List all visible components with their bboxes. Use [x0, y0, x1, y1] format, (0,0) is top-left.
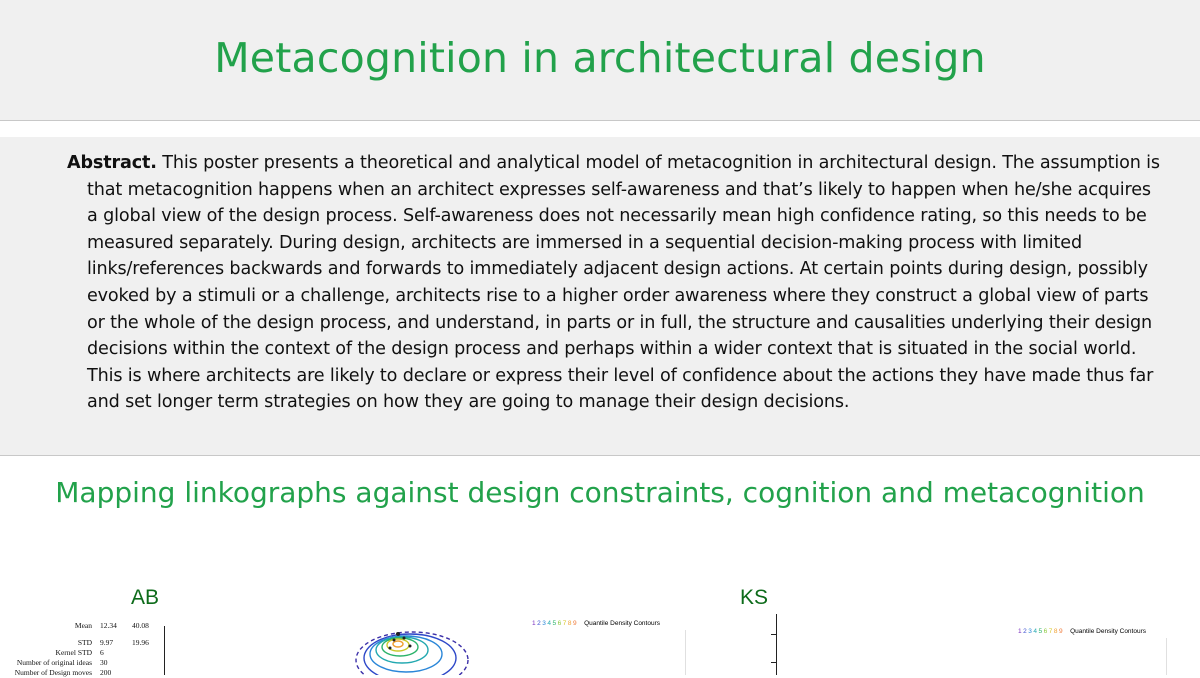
stat-row — [0, 621, 160, 631]
legend-step: 5 — [1038, 628, 1043, 635]
legend-step: 8 — [1053, 628, 1058, 635]
ks-y-tick — [771, 662, 776, 663]
data-point — [396, 632, 400, 636]
stat-key: Number of Design moves — [14, 668, 92, 677]
section-title: Mapping linkographs against design constraints, cognition and metacognition — [55, 476, 1145, 509]
legend-step: 5 — [552, 620, 557, 627]
contour-line — [393, 641, 403, 647]
legend-step: 6 — [1043, 628, 1048, 635]
abstract-paragraph — [67, 150, 1162, 416]
data-point — [393, 639, 396, 642]
legend-step: 8 — [567, 620, 572, 627]
abstract-body: This poster presents a theoretical and analytical model of metacognition in architectural design. The assumption is that metacognition happens when an architect expresses self-awareness and that’s likely to happen when he/she acquires a global view of the design process. Self-awareness does not necessarily mean high confidence rating, so this needs to be measured separately. During design, architects are immersed in a sequential decision-making process with limited links/references backwards and forwards to immediately adjacent design actions. At certain points during design, possibly evoked by a stimuli or a challenge, architects rise to a higher order awareness where they construct a global view of parts or the whole of the design process, and understand, in parts or in full, the structure and causalities underlying their design decisions within the context of the design process and perhaps within a wider context that is situated in the social world. This is where architects are likely to declare or express their level of confidence about the actions they have made thus far and set longer term strategies on how they are going to manage their design decisions. — [87, 153, 1160, 413]
data-point — [403, 637, 406, 640]
legend-step: 9 — [1059, 628, 1063, 635]
stat-key: Mean — [74, 621, 92, 630]
stat-key: Kernel STD — [55, 648, 92, 657]
legend-scale — [1018, 628, 1064, 635]
stat-row — [0, 668, 160, 678]
legend-step: 6 — [557, 620, 562, 627]
legend-title: Quantile Density Contours — [584, 620, 660, 627]
ks-legend-frame — [1016, 638, 1167, 675]
ks-y-axis — [776, 614, 777, 675]
data-point — [389, 647, 392, 650]
panel-label-ab: AB — [131, 586, 160, 609]
legend-step: 7 — [1048, 628, 1053, 635]
ab-contour-plot — [340, 626, 480, 675]
legend-step: 9 — [573, 620, 577, 627]
legend-step: 2 — [537, 620, 541, 627]
legend-step: 3 — [1028, 628, 1032, 635]
abstract-lead: Abstract. — [67, 153, 157, 173]
legend-step: 3 — [542, 620, 546, 627]
legend-scale — [532, 620, 578, 627]
data-point — [409, 645, 412, 648]
ab-legend — [532, 620, 660, 627]
stat-key: STD — [77, 638, 92, 647]
title-band — [0, 0, 1200, 121]
stat-value: 19.96 — [132, 638, 149, 647]
ks-y-tick — [771, 634, 776, 635]
stat-row — [0, 638, 160, 648]
ab-legend-frame — [530, 630, 686, 675]
stats-table — [0, 621, 160, 678]
ks-legend — [1018, 628, 1146, 635]
stat-value: 200 — [100, 668, 112, 677]
panel-label-ks: KS — [740, 586, 769, 609]
stat-value: 6 — [100, 648, 104, 657]
stat-value: 30 — [100, 658, 108, 667]
legend-title: Quantile Density Contours — [1070, 628, 1146, 635]
legend-step: 2 — [1023, 628, 1027, 635]
legend-step: 4 — [1033, 628, 1037, 635]
stat-row — [0, 658, 160, 668]
stat-row — [0, 648, 160, 658]
legend-step: 1 — [532, 620, 536, 627]
stat-value: 12.34 — [100, 621, 117, 630]
stat-value: 40.08 — [132, 621, 149, 630]
legend-step: 1 — [1018, 628, 1022, 635]
legend-step: 4 — [547, 620, 551, 627]
legend-step: 7 — [562, 620, 567, 627]
stat-key: Number of original ideas — [16, 658, 92, 667]
poster-title: Metacognition in architectural design — [214, 34, 986, 82]
ab-y-axis — [164, 626, 165, 675]
abstract-band — [0, 137, 1200, 456]
stat-value: 9.97 — [100, 638, 114, 647]
